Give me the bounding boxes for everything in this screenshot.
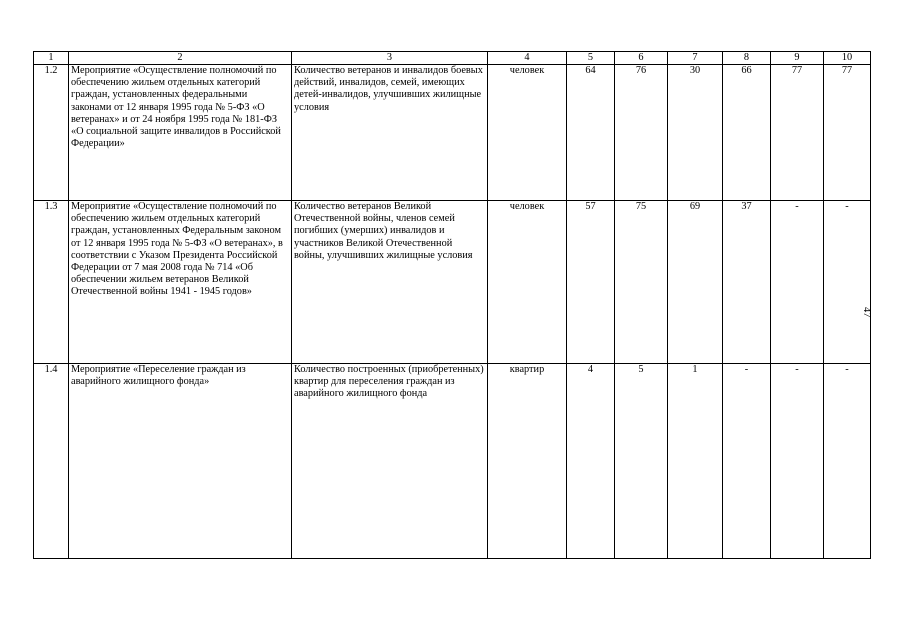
unit: квартир [488,364,567,559]
value-cell: 66 [723,65,771,201]
column-number: 9 [771,52,824,65]
indicator-name: Количество ветеранов и инвалидов боевых действий, инвалидов, семей, имеющих детей-инвалидов, улучшивших жилищные условия [292,65,488,201]
value-cell: 75 [615,201,668,364]
value-cell: - [824,364,871,559]
value-cell: 77 [771,65,824,201]
row-number: 1.3 [34,201,69,364]
value-cell: - [771,364,824,559]
value-cell: 37 [723,201,771,364]
column-number: 6 [615,52,668,65]
column-number: 7 [668,52,723,65]
value-cell: 57 [567,201,615,364]
value-cell: - [723,364,771,559]
unit: человек [488,201,567,364]
value-cell: 1 [668,364,723,559]
indicator-name: Количество построенных (приобретенных) квартир для переселения граждан из аварийного жилищного фонда [292,364,488,559]
measure-name: Мероприятие «Осуществление полномочий по обеспечению жильем отдельных категорий граждан, установленных Федеральным законом от 12 января 1995 года № 5-ФЗ «О ветеранах», в соответствии с Указом Президента Российской Федерации от 7 мая 2008 года № 714 «Об обеспечении жильем ветеранов Великой Отечественной войны 1941 - 1945 годов» [69,201,292,364]
column-number: 2 [69,52,292,65]
value-cell: 76 [615,65,668,201]
table-row [34,364,871,559]
column-number: 3 [292,52,488,65]
measure-name: Мероприятие «Осуществление полномочий по обеспечению жильем отдельных категорий граждан, установленных федеральными законами от 12 января 1995 года № 5-ФЗ «О ветеранах» и от 24 ноября 1995 года № 181-ФЗ «О социальной защите инвалидов в Российской Федерации» [69,65,292,201]
program-indicators-table [33,51,871,559]
value-cell: 69 [668,201,723,364]
column-number: 10 [824,52,871,65]
measure-name: Мероприятие «Переселение граждан из аварийного жилищного фонда» [69,364,292,559]
value-cell: - [771,201,824,364]
unit: человек [488,65,567,201]
value-cell: - [824,201,871,364]
value-cell: 30 [668,65,723,201]
row-number: 1.2 [34,65,69,201]
row-number: 1.4 [34,364,69,559]
table-row [34,201,871,364]
value-cell: 64 [567,65,615,201]
value-cell: 4 [567,364,615,559]
column-number: 5 [567,52,615,65]
column-number: 8 [723,52,771,65]
column-number-row [34,52,871,65]
page-number: 47 [861,307,872,318]
column-number: 1 [34,52,69,65]
indicator-name: Количество ветеранов Великой Отечественной войны, членов семей погибших (умерших) инвалидов и участников Великой Отечественной войны, улучшивших жилищные условия [292,201,488,364]
value-cell: 5 [615,364,668,559]
value-cell: 77 [824,65,871,201]
table-row [34,65,871,201]
column-number: 4 [488,52,567,65]
